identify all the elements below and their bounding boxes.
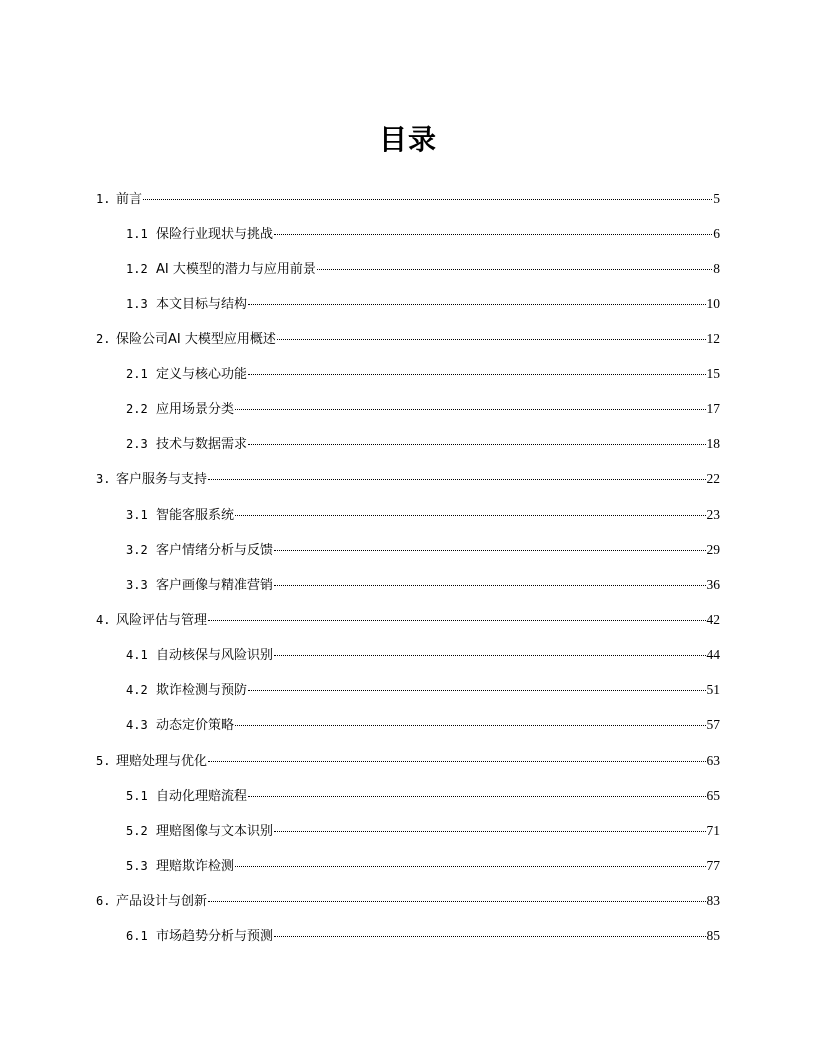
dot-leader — [248, 690, 705, 691]
toc-entry-text: 市场趋势分析与预测 — [156, 929, 274, 944]
toc-entry-section[interactable] — [126, 645, 720, 665]
toc-entry-page: 42 — [706, 612, 720, 627]
toc-entry-page: 83 — [706, 893, 720, 908]
toc-entry-text: 产品设计与创新 — [116, 894, 208, 909]
toc-entry-number: 3. — [96, 472, 111, 486]
toc-entry-text: 理赔处理与优化 — [116, 754, 208, 769]
toc-entry-number: 6.1 — [126, 929, 148, 943]
toc-entry-text: 动态定价策略 — [156, 718, 235, 733]
toc-entry-number: 2.2 — [126, 402, 148, 416]
toc-entry-page: 29 — [706, 542, 720, 557]
toc-entry-section[interactable] — [126, 926, 720, 946]
toc-entry-section[interactable] — [126, 715, 720, 735]
toc-entry-text: 智能客服系统 — [156, 508, 235, 523]
toc-entry-text: 客户情绪分析与反馈 — [156, 543, 274, 558]
toc-entry-number: 5. — [96, 754, 111, 768]
toc-entry-page: 63 — [706, 753, 720, 768]
toc-entry-number: 3.3 — [126, 578, 148, 592]
dot-leader — [248, 796, 705, 797]
dot-leader — [208, 479, 705, 480]
toc-entry-text: 自动化理赔流程 — [156, 789, 248, 804]
toc-entry-page: 23 — [706, 507, 720, 522]
dot-leader — [274, 936, 705, 937]
toc-entry-text: 应用场景分类 — [156, 402, 235, 417]
toc-entry-page: 8 — [713, 261, 720, 276]
toc-entry-text: 欺诈检测与预防 — [156, 683, 248, 698]
dot-leader — [235, 515, 705, 516]
toc-entry-page: 36 — [706, 577, 720, 592]
toc-entry-number: 1.2 — [126, 262, 148, 276]
toc-entry-section[interactable] — [126, 224, 720, 244]
toc-entry-page: 44 — [706, 647, 720, 662]
toc-entry-section[interactable] — [126, 575, 720, 595]
toc-entry-number: 4.2 — [126, 683, 148, 697]
toc-entry-text: 定义与核心功能 — [156, 367, 248, 382]
dot-leader — [274, 655, 705, 656]
toc-entry-text: 保险行业现状与挑战 — [156, 227, 274, 242]
toc-entry-page: 10 — [706, 296, 720, 311]
dot-leader — [274, 234, 712, 235]
toc-entry-section[interactable] — [126, 821, 720, 841]
toc-entry-page: 6 — [713, 226, 720, 241]
toc-entry-chapter[interactable] — [96, 469, 720, 489]
toc-entry-number: 5.2 — [126, 824, 148, 838]
toc-entry-number: 3.2 — [126, 543, 148, 557]
dot-leader — [235, 725, 705, 726]
toc-entry-text: 风险评估与管理 — [116, 613, 208, 628]
toc-entry-section[interactable] — [126, 540, 720, 560]
toc-entry-section[interactable] — [126, 294, 720, 314]
toc-entry-number: 2.1 — [126, 367, 148, 381]
dot-leader — [274, 550, 705, 551]
toc-entry-page: 12 — [706, 331, 720, 346]
toc-entry-page: 57 — [706, 717, 720, 732]
toc-entry-number: 2.3 — [126, 437, 148, 451]
toc-entry-number: 1.1 — [126, 227, 148, 241]
toc-entry-section[interactable] — [126, 364, 720, 384]
toc-entry-chapter[interactable] — [96, 610, 720, 630]
toc-entry-page: 22 — [706, 471, 720, 486]
toc-entry-page: 65 — [706, 788, 720, 803]
dot-leader — [248, 444, 705, 445]
toc-entry-number: 4.3 — [126, 718, 148, 732]
dot-leader — [208, 761, 705, 762]
toc-entry-text: 前言 — [116, 192, 143, 207]
dot-leader — [235, 866, 705, 867]
dot-leader — [248, 304, 705, 305]
toc-entry-number: 2. — [96, 332, 111, 346]
toc-entry-page: 17 — [706, 401, 720, 416]
toc-entry-number: 5.1 — [126, 789, 148, 803]
toc-entry-number: 4. — [96, 613, 111, 627]
toc-entry-section[interactable] — [126, 434, 720, 454]
dot-leader — [208, 901, 705, 902]
dot-leader — [274, 585, 705, 586]
toc-entry-text: 技术与数据需求 — [156, 437, 248, 452]
toc-entry-section[interactable] — [126, 786, 720, 806]
toc-entry-number: 3.1 — [126, 508, 148, 522]
toc-entry-page: 15 — [706, 366, 720, 381]
toc-entry-number: 4.1 — [126, 648, 148, 662]
dot-leader — [277, 339, 706, 340]
dot-leader — [317, 269, 712, 270]
dot-leader — [208, 620, 705, 621]
toc-entry-number: 6. — [96, 894, 111, 908]
toc-entry-chapter[interactable] — [96, 891, 720, 911]
toc-entry-section[interactable] — [126, 399, 720, 419]
toc-entry-text: AI 大模型的潜力与应用前景 — [156, 262, 316, 277]
dot-leader — [143, 199, 712, 200]
toc-entry-page: 85 — [706, 928, 720, 943]
toc-entry-number: 1.3 — [126, 297, 148, 311]
toc-entry-page: 51 — [706, 682, 720, 697]
toc-entry-number: 5.3 — [126, 859, 148, 873]
toc-entry-chapter[interactable] — [96, 751, 720, 771]
toc-entry-section[interactable] — [126, 505, 720, 525]
toc-entry-section[interactable] — [126, 259, 720, 279]
toc-entry-chapter[interactable] — [96, 189, 720, 209]
dot-leader — [274, 831, 705, 832]
toc-entry-text: 本文目标与结构 — [156, 297, 248, 312]
dot-leader — [248, 374, 705, 375]
toc-entry-page: 71 — [706, 823, 720, 838]
toc-entry-page: 18 — [706, 436, 720, 451]
toc-entry-text: 理赔欺诈检测 — [156, 859, 235, 874]
toc-entry-text: 自动核保与风险识别 — [156, 648, 274, 663]
toc-entry-section[interactable] — [126, 680, 720, 700]
toc-entry-text: 客户画像与精准营销 — [156, 578, 274, 593]
toc-entry-page: 5 — [713, 191, 720, 206]
dot-leader — [235, 409, 705, 410]
toc-entry-section[interactable] — [126, 856, 720, 876]
toc-entry-text: 理赔图像与文本识别 — [156, 824, 274, 839]
toc-entry-chapter[interactable] — [96, 329, 720, 349]
page-title: 目录 — [378, 123, 437, 156]
toc-entry-page: 77 — [706, 858, 720, 873]
toc-entry-text: 客户服务与支持 — [116, 472, 208, 487]
toc-entry-number: 1. — [96, 192, 111, 206]
toc-entry-text: 保险公司AI 大模型应用概述 — [116, 332, 276, 347]
